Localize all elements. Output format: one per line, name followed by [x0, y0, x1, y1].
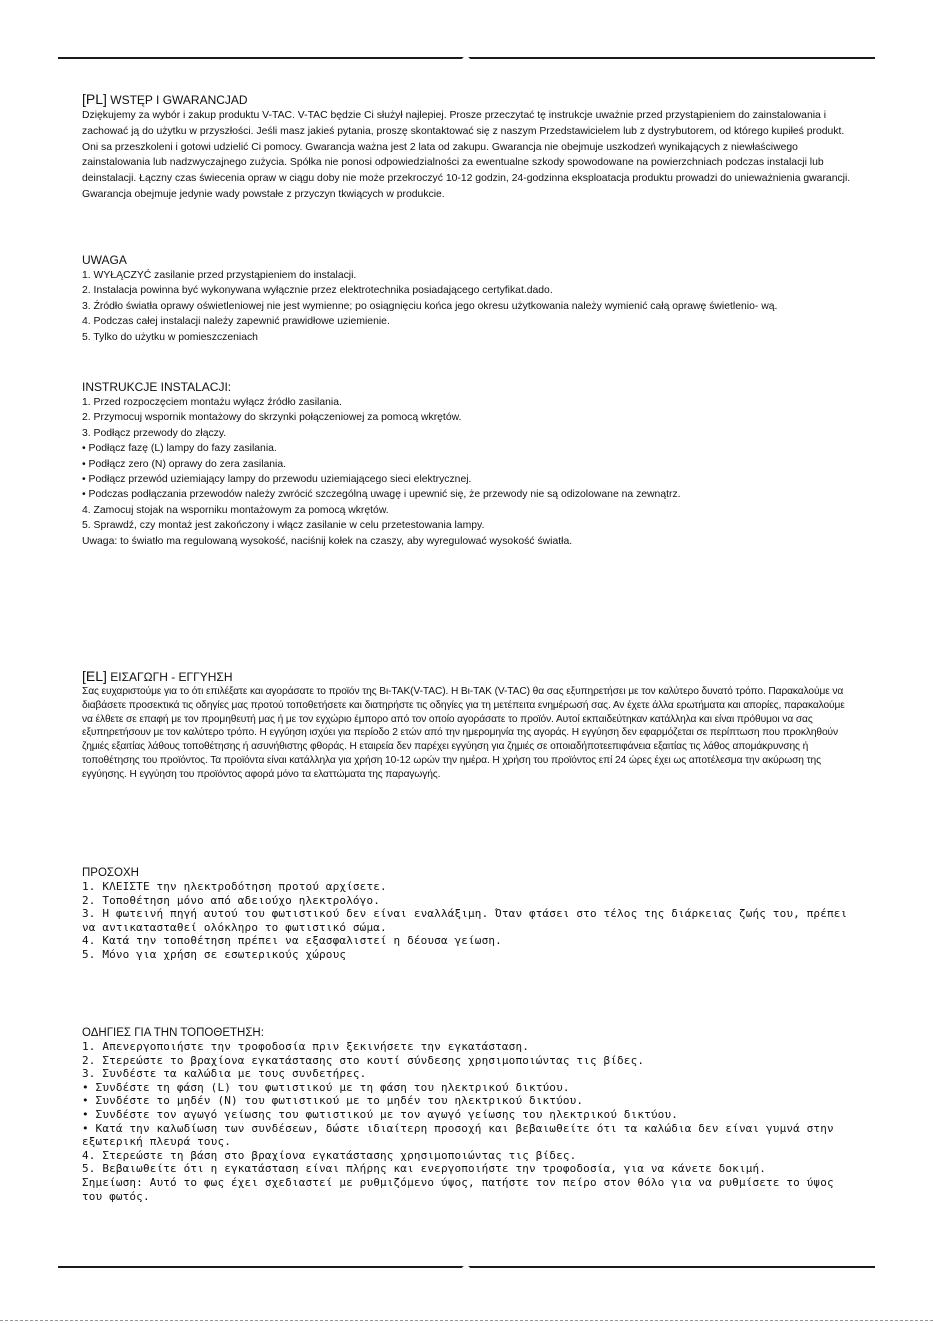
list-item: • Συνδέστε το μηδέν (N) του φωτιστικού με το μηδέν του ηλεκτρικού δικτύου.: [82, 1094, 584, 1108]
list-item: • Podłącz fazę (L) lampy do fazy zasilania.: [82, 443, 277, 455]
list-item: 3. Συνδέστε τα καλώδια με τους συνδετήρες.: [82, 1067, 367, 1081]
top-rule: [58, 57, 875, 59]
el-intro-section: [82, 669, 852, 782]
pl-intro-title-text: WSTĘP I GWARANCJAD: [106, 93, 248, 107]
pl-lang-code: [PL]: [82, 91, 107, 107]
el-intro-title: [82, 669, 852, 685]
list-item: 2. Τοποθέτηση μόνο από αδειούχο ηλεκτρολόγο.: [82, 893, 380, 907]
el-install-title: ΟΔΗΓΙΕΣ ΓΙΑ ΤΗΝ ΤΟΠΟΘΕΤΗΣΗ:: [82, 1027, 264, 1039]
list-item: 1. ΚΛΕΙΣΤΕ την ηλεκτροδότηση προτού αρχίσετε.: [82, 880, 387, 893]
list-item: • Podłącz przewód uziemiający lampy do przewodu uziemiającego sieci elektrycznej.: [82, 474, 472, 486]
el-warning-title: ΠΡΟΣΟΧΗ: [82, 867, 139, 879]
list-item: Σημείωση: Αυτό το φως έχει σχεδιαστεί με ρυθμιζόμενο ύψος, πατήστε τον πείρο στον θόλο για να ρυθμίσετε το ύψος του φωτός.: [82, 1175, 834, 1203]
list-item: • Συνδέστε τη φάση (L) του φωτιστικού με τη φάση του ηλεκτρικού δικτύου.: [82, 1080, 570, 1094]
bottom-rule-notch: [462, 1264, 470, 1272]
pl-intro-section: [82, 92, 852, 203]
list-item: • Podłącz zero (N) oprawy do zera zasilania.: [82, 458, 287, 470]
pl-intro-body: Dziękujemy za wybór i zakup produktu V-TAC. V-TAC będzie Ci służył najlepiej. Prosze przeczytać tę instrukcje uważnie przed przystąpieniem do zainstalowania i zachować ją do użytku w przyszłości. Jeśli masz jakieś pytania, proszę skontaktować się z naszym Przedstawicielem lub z dystrybutorem, od którego kupiłeś produkt. Oni sa przeszkoleni i gotowi udzielić Ci pomocy. Gwarancja ważna jest 2 lata od zakupu. Gwarancja nie obejmuje uszkodzeń wynikających z niewłaściwego zainstalowania lub nadzwyczajnego zużycia. Spółka nie ponosi odpowiedzialności za ewentualne szkody spowodowane na powierzchniach podczas instalacji lub deinstalacji. Łączny czas świecenia opraw w ciągu doby nie może przekroczyć 10-12 godzin, 24-godzinna eksploatacja produktu prowadzi do unieważnienia gwarancji. Gwarancja obejmuje jedynie wady powstałe z przyczyn tkwiących w produkcie.: [82, 110, 851, 200]
list-item: 3. Η φωτεινή πηγή αυτού του φωτιστικού δεν είναι εναλλάξιμη. Όταν φτάσει στο τέλος της διάρκειας ζωής του, πρέπει να αντικατασταθεί ολόκληρο το φωτιστικό σώμα.: [82, 907, 848, 934]
list-item: 5. Sprawdź, czy montaż jest zakończony i włącz zasilanie w celu przetestowania lampy.: [82, 520, 485, 532]
list-item: 3. Źródło światła oprawy oświetleniowej nie jest wymienne; po osiągnięciu końca jego okresu użytkowania należy wymienić całą oprawę świetlenio- wą.: [82, 300, 778, 312]
list-item: 5. Βεβαιωθείτε ότι η εγκατάσταση είναι πλήρης και ενεργοποιήστε την τροφοδοσία, για να κάνετε δοκιμή.: [82, 1162, 767, 1176]
list-item: 4. Κατά την τοποθέτηση πρέπει να εξασφαλιστεί η δέουσα γείωση.: [82, 934, 502, 948]
list-item: • Podczas podłączania przewodów należy zwrócić szczególną uwagę i upewnić się, że przewody nie są odizolowane na zewnątrz.: [82, 489, 681, 501]
pl-intro-title: [82, 92, 852, 108]
el-intro-title-text: ΕΙΣΑΓΩΓΗ - ΕΓΓΥΗΣΗ: [106, 670, 233, 684]
list-item: 4. Zamocuj stojak na wsporniku montażowym za pomocą wkrętów.: [82, 504, 389, 516]
pl-warning-section: [82, 253, 852, 345]
bottom-dashed-line: [0, 1320, 933, 1321]
list-item: 1. Przed rozpoczęciem montażu wyłącz źródło zasilania.: [82, 397, 342, 408]
pl-warning-list: [82, 268, 852, 345]
list-item: 5. Tylko do użytku w pomieszczeniach: [82, 331, 258, 343]
el-warning-section: [82, 866, 852, 962]
list-item: 1. WYŁĄCZYĆ zasilanie przed przystąpieniem do instalacji.: [82, 270, 357, 281]
top-rule-notch: [462, 55, 470, 63]
el-intro-body: Σας ευχαριστούμε για το ότι επιλέξατε και αγοράσατε το προϊόν της Βι-ΤΑΚ(V-TAC). Η Βι-ΤΑΚ (V-TAC) θα σας εξυπηρετήσει με τον καλύτερο δυνατό τρόπο. Παρακαλούμε να διαβάσετε προσεκτικά τις οδηγίες μας προτού τοποθετήσετε και διατηρήστε τις οδηγίες για τη μετέπειτα ενημέρωσή σας. Αν έχετε άλλα ερωτήματα και απορίες, παρακαλούμε να έλθετε σε επαφή με τον προμηθευτή μας ή με τον εγχώριο έμπορο από τον οποίο αγοράσατε το προϊόν. Αυτοί εκπαιδεύτηκαν κατάλληλα και είναι πρόθυμοι να σας εξυπηρετήσουν με τον καλύτερο τρόπο. Η εγγύηση ισχύει για περίοδο 2 ετών από την ημερομηνία της αγοράς. Η εγγύηση δεν εφαρμόζεται σε περίπτωση που προκληθούν ζημιές εξαιτίας λάθους τοποθέτησης ή ασυνήθιστης φθοράς. Η εταιρεία δεν παρέχει εγγύηση για ζημιές σε οποιαδήποτεεπιφάνεια εξαιτίας τις λάθος απομάκρυνσης ή τοποθέτησης του προϊόντος. Τα προϊόντα είναι κατάλληλα για χρήση 10-12 ωρών την ημέρα. Η χρήση του προϊόντος επί 24 ώρες έχει ως αποτέλεσμα την ακύρωση της εγγύησης. Η εγγύηση του προϊόντος αφορά μόνο τα ελαττώματα της παραγωγής.: [82, 686, 845, 780]
list-item: • Κατά την καλωδίωση των συνδέσεων, δώστε ιδιαίτερη προσοχή και βεβαιωθείτε ότι τα καλώδια δεν είναι γυμνά στην εξωτερική πλευρά τους.: [82, 1121, 834, 1149]
pl-install-list: [82, 395, 852, 549]
list-item: 4. Podczas całej instalacji należy zapewnić prawidłowe uziemienie.: [82, 316, 390, 328]
el-lang-code: [EL]: [82, 668, 107, 684]
bottom-rule: [58, 1266, 875, 1268]
pl-warning-title: UWAGA: [82, 253, 127, 267]
pl-install-title: INSTRUKCJE INSTALACJI:: [82, 380, 232, 394]
list-item: 4. Στερεώστε τη βάση στο βραχίονα εγκατάστασης χρησιμοποιώντας τις βίδες.: [82, 1148, 577, 1162]
list-item: 2. Στερεώστε το βραχίονα εγκατάστασης στο κουτί σύνδεσης χρησιμοποιώντας τις βίδες.: [82, 1053, 645, 1067]
el-install-list: [82, 1040, 852, 1203]
list-item: 2. Przymocuj wspornik montażowy do skrzynki połączeniowej za pomocą wkrętów.: [82, 412, 462, 424]
list-item: 2. Instalacja powinna być wykonywana wyłącznie przez elektrotechnika posiadającego certyfikat.dado.: [82, 285, 553, 297]
el-warning-list: [82, 880, 852, 962]
pl-install-section: [82, 380, 852, 549]
list-item: 5. Μόνο για χρήση σε εσωτερικούς χώρους: [82, 947, 347, 961]
list-item: • Συνδέστε τον αγωγό γείωσης του φωτιστικού με τον αγωγό γείωσης του ηλεκτρικού δικτύου.: [82, 1107, 678, 1121]
list-item: Uwaga: to światło ma regulowaną wysokość, naciśnij kołek na czaszy, aby wyregulować wysokość światła.: [82, 535, 573, 547]
el-install-section: [82, 1026, 852, 1203]
list-item: 1. Απενεργοποιήστε την τροφοδοσία πριν ξεκινήσετε την εγκατάσταση.: [82, 1040, 529, 1053]
list-item: 3. Podłącz przewody do złączy.: [82, 427, 227, 439]
